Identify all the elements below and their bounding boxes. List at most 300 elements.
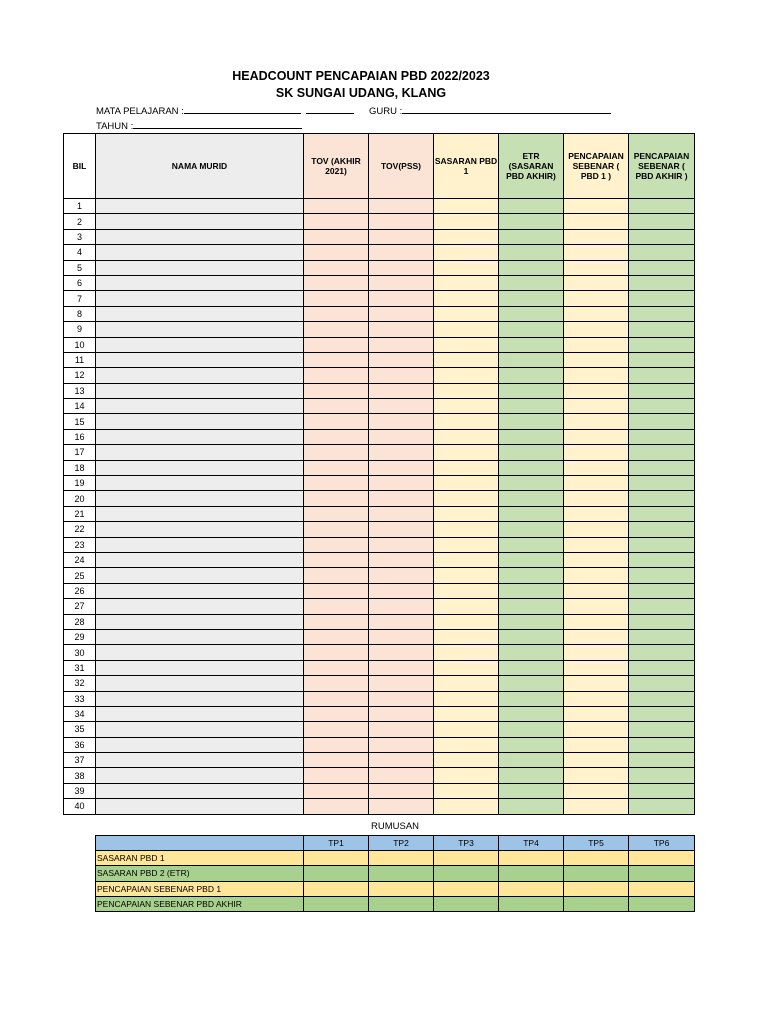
tov-pss-cell[interactable] [369,722,434,737]
etr-cell[interactable] [499,568,564,583]
summary-value-cell[interactable] [564,881,629,896]
pencapaian-pbd1-cell[interactable] [564,352,629,367]
pencapaian-akhir-cell[interactable] [629,399,695,414]
tov-akhir-cell[interactable] [304,291,369,306]
etr-cell[interactable] [499,352,564,367]
pencapaian-pbd1-cell[interactable] [564,245,629,260]
sasaran-pbd1-cell[interactable] [434,275,499,290]
nama-cell[interactable] [96,522,304,537]
pencapaian-akhir-cell[interactable] [629,199,695,214]
pencapaian-akhir-cell[interactable] [629,445,695,460]
nama-cell[interactable] [96,537,304,552]
nama-cell[interactable] [96,568,304,583]
pencapaian-pbd1-cell[interactable] [564,660,629,675]
pencapaian-akhir-cell[interactable] [629,476,695,491]
pencapaian-akhir-cell[interactable] [629,676,695,691]
summary-value-cell[interactable] [564,851,629,866]
pencapaian-akhir-cell[interactable] [629,737,695,752]
sasaran-pbd1-cell[interactable] [434,260,499,275]
etr-cell[interactable] [499,660,564,675]
sasaran-pbd1-cell[interactable] [434,337,499,352]
tov-akhir-cell[interactable] [304,691,369,706]
etr-cell[interactable] [499,214,564,229]
pencapaian-akhir-cell[interactable] [629,214,695,229]
nama-cell[interactable] [96,614,304,629]
etr-cell[interactable] [499,676,564,691]
pencapaian-akhir-cell[interactable] [629,291,695,306]
pencapaian-akhir-cell[interactable] [629,783,695,798]
nama-cell[interactable] [96,676,304,691]
pencapaian-akhir-cell[interactable] [629,506,695,521]
pencapaian-akhir-cell[interactable] [629,753,695,768]
tov-akhir-cell[interactable] [304,368,369,383]
mata-pelajaran-field[interactable] [184,104,301,114]
summary-value-cell[interactable] [434,851,499,866]
etr-cell[interactable] [499,583,564,598]
etr-cell[interactable] [499,506,564,521]
tov-akhir-cell[interactable] [304,722,369,737]
pencapaian-pbd1-cell[interactable] [564,506,629,521]
pencapaian-pbd1-cell[interactable] [564,599,629,614]
summary-value-cell[interactable] [499,881,564,896]
nama-cell[interactable] [96,491,304,506]
tov-akhir-cell[interactable] [304,414,369,429]
tov-akhir-cell[interactable] [304,583,369,598]
etr-cell[interactable] [499,552,564,567]
etr-cell[interactable] [499,383,564,398]
tov-akhir-cell[interactable] [304,768,369,783]
tov-pss-cell[interactable] [369,783,434,798]
guru-field[interactable] [402,104,611,114]
tov-pss-cell[interactable] [369,629,434,644]
pencapaian-pbd1-cell[interactable] [564,214,629,229]
pencapaian-pbd1-cell[interactable] [564,445,629,460]
pencapaian-pbd1-cell[interactable] [564,322,629,337]
nama-cell[interactable] [96,753,304,768]
pencapaian-akhir-cell[interactable] [629,629,695,644]
tov-akhir-cell[interactable] [304,506,369,521]
tov-akhir-cell[interactable] [304,322,369,337]
pencapaian-akhir-cell[interactable] [629,491,695,506]
tov-pss-cell[interactable] [369,691,434,706]
tov-pss-cell[interactable] [369,737,434,752]
pencapaian-pbd1-cell[interactable] [564,383,629,398]
nama-cell[interactable] [96,229,304,244]
tov-pss-cell[interactable] [369,799,434,814]
tov-pss-cell[interactable] [369,506,434,521]
pencapaian-akhir-cell[interactable] [629,552,695,567]
pencapaian-pbd1-cell[interactable] [564,676,629,691]
sasaran-pbd1-cell[interactable] [434,306,499,321]
pencapaian-akhir-cell[interactable] [629,260,695,275]
tov-pss-cell[interactable] [369,368,434,383]
tov-pss-cell[interactable] [369,429,434,444]
pencapaian-pbd1-cell[interactable] [564,552,629,567]
etr-cell[interactable] [499,399,564,414]
summary-value-cell[interactable] [434,866,499,881]
nama-cell[interactable] [96,722,304,737]
pencapaian-pbd1-cell[interactable] [564,368,629,383]
pencapaian-pbd1-cell[interactable] [564,583,629,598]
sasaran-pbd1-cell[interactable] [434,214,499,229]
tov-akhir-cell[interactable] [304,568,369,583]
tov-pss-cell[interactable] [369,753,434,768]
pencapaian-pbd1-cell[interactable] [564,522,629,537]
sasaran-pbd1-cell[interactable] [434,583,499,598]
summary-value-cell[interactable] [304,866,369,881]
tov-pss-cell[interactable] [369,645,434,660]
etr-cell[interactable] [499,783,564,798]
etr-cell[interactable] [499,337,564,352]
sasaran-pbd1-cell[interactable] [434,229,499,244]
tov-pss-cell[interactable] [369,660,434,675]
summary-value-cell[interactable] [369,866,434,881]
sasaran-pbd1-cell[interactable] [434,629,499,644]
pencapaian-pbd1-cell[interactable] [564,614,629,629]
sasaran-pbd1-cell[interactable] [434,568,499,583]
summary-value-cell[interactable] [304,896,369,911]
tov-pss-cell[interactable] [369,214,434,229]
tov-pss-cell[interactable] [369,522,434,537]
pencapaian-akhir-cell[interactable] [629,275,695,290]
tov-pss-cell[interactable] [369,614,434,629]
nama-cell[interactable] [96,783,304,798]
sasaran-pbd1-cell[interactable] [434,476,499,491]
tov-akhir-cell[interactable] [304,214,369,229]
pencapaian-akhir-cell[interactable] [629,645,695,660]
tov-akhir-cell[interactable] [304,337,369,352]
sasaran-pbd1-cell[interactable] [434,645,499,660]
pencapaian-akhir-cell[interactable] [629,245,695,260]
tov-akhir-cell[interactable] [304,306,369,321]
tahun-field[interactable] [133,119,302,129]
summary-value-cell[interactable] [499,851,564,866]
sasaran-pbd1-cell[interactable] [434,460,499,475]
tov-akhir-cell[interactable] [304,737,369,752]
pencapaian-pbd1-cell[interactable] [564,537,629,552]
pencapaian-pbd1-cell[interactable] [564,199,629,214]
nama-cell[interactable] [96,260,304,275]
etr-cell[interactable] [499,291,564,306]
pencapaian-pbd1-cell[interactable] [564,476,629,491]
nama-cell[interactable] [96,414,304,429]
pencapaian-pbd1-cell[interactable] [564,645,629,660]
pencapaian-akhir-cell[interactable] [629,383,695,398]
etr-cell[interactable] [499,275,564,290]
nama-cell[interactable] [96,552,304,567]
tov-pss-cell[interactable] [369,399,434,414]
tov-akhir-cell[interactable] [304,199,369,214]
summary-value-cell[interactable] [369,896,434,911]
tov-akhir-cell[interactable] [304,260,369,275]
tov-akhir-cell[interactable] [304,275,369,290]
tov-akhir-cell[interactable] [304,476,369,491]
summary-value-cell[interactable] [629,851,695,866]
pencapaian-akhir-cell[interactable] [629,322,695,337]
etr-cell[interactable] [499,229,564,244]
summary-value-cell[interactable] [304,881,369,896]
sasaran-pbd1-cell[interactable] [434,352,499,367]
tov-akhir-cell[interactable] [304,799,369,814]
nama-cell[interactable] [96,599,304,614]
pencapaian-pbd1-cell[interactable] [564,722,629,737]
pencapaian-akhir-cell[interactable] [629,229,695,244]
sasaran-pbd1-cell[interactable] [434,399,499,414]
summary-value-cell[interactable] [434,881,499,896]
tov-akhir-cell[interactable] [304,706,369,721]
tov-akhir-cell[interactable] [304,245,369,260]
tov-akhir-cell[interactable] [304,629,369,644]
tov-pss-cell[interactable] [369,275,434,290]
summary-value-cell[interactable] [369,881,434,896]
tov-akhir-cell[interactable] [304,537,369,552]
sasaran-pbd1-cell[interactable] [434,552,499,567]
tov-pss-cell[interactable] [369,245,434,260]
summary-value-cell[interactable] [564,866,629,881]
etr-cell[interactable] [499,645,564,660]
sasaran-pbd1-cell[interactable] [434,768,499,783]
summary-value-cell[interactable] [629,896,695,911]
tov-akhir-cell[interactable] [304,614,369,629]
etr-cell[interactable] [499,368,564,383]
pencapaian-pbd1-cell[interactable] [564,337,629,352]
etr-cell[interactable] [499,768,564,783]
etr-cell[interactable] [499,737,564,752]
pencapaian-pbd1-cell[interactable] [564,414,629,429]
sasaran-pbd1-cell[interactable] [434,783,499,798]
etr-cell[interactable] [499,429,564,444]
pencapaian-pbd1-cell[interactable] [564,783,629,798]
etr-cell[interactable] [499,260,564,275]
nama-cell[interactable] [96,583,304,598]
sasaran-pbd1-cell[interactable] [434,199,499,214]
summary-value-cell[interactable] [499,896,564,911]
sasaran-pbd1-cell[interactable] [434,245,499,260]
pencapaian-akhir-cell[interactable] [629,537,695,552]
etr-cell[interactable] [499,691,564,706]
tov-pss-cell[interactable] [369,537,434,552]
pencapaian-akhir-cell[interactable] [629,522,695,537]
tov-pss-cell[interactable] [369,676,434,691]
sasaran-pbd1-cell[interactable] [434,660,499,675]
nama-cell[interactable] [96,799,304,814]
mata-pelajaran-field-extra[interactable] [306,104,354,114]
nama-cell[interactable] [96,275,304,290]
pencapaian-pbd1-cell[interactable] [564,706,629,721]
nama-cell[interactable] [96,691,304,706]
tov-pss-cell[interactable] [369,491,434,506]
nama-cell[interactable] [96,306,304,321]
sasaran-pbd1-cell[interactable] [434,737,499,752]
etr-cell[interactable] [499,629,564,644]
tov-akhir-cell[interactable] [304,460,369,475]
tov-pss-cell[interactable] [369,706,434,721]
tov-pss-cell[interactable] [369,768,434,783]
sasaran-pbd1-cell[interactable] [434,522,499,537]
tov-pss-cell[interactable] [369,352,434,367]
tov-pss-cell[interactable] [369,414,434,429]
sasaran-pbd1-cell[interactable] [434,753,499,768]
sasaran-pbd1-cell[interactable] [434,491,499,506]
nama-cell[interactable] [96,383,304,398]
summary-value-cell[interactable] [304,851,369,866]
etr-cell[interactable] [499,414,564,429]
pencapaian-akhir-cell[interactable] [629,799,695,814]
pencapaian-pbd1-cell[interactable] [564,737,629,752]
tov-pss-cell[interactable] [369,337,434,352]
tov-pss-cell[interactable] [369,552,434,567]
tov-akhir-cell[interactable] [304,429,369,444]
tov-akhir-cell[interactable] [304,660,369,675]
nama-cell[interactable] [96,322,304,337]
nama-cell[interactable] [96,429,304,444]
tov-akhir-cell[interactable] [304,783,369,798]
pencapaian-pbd1-cell[interactable] [564,629,629,644]
tov-pss-cell[interactable] [369,306,434,321]
sasaran-pbd1-cell[interactable] [434,291,499,306]
pencapaian-pbd1-cell[interactable] [564,399,629,414]
nama-cell[interactable] [96,399,304,414]
pencapaian-pbd1-cell[interactable] [564,768,629,783]
pencapaian-pbd1-cell[interactable] [564,799,629,814]
tov-pss-cell[interactable] [369,229,434,244]
sasaran-pbd1-cell[interactable] [434,676,499,691]
etr-cell[interactable] [499,245,564,260]
summary-value-cell[interactable] [369,851,434,866]
etr-cell[interactable] [499,537,564,552]
sasaran-pbd1-cell[interactable] [434,537,499,552]
sasaran-pbd1-cell[interactable] [434,722,499,737]
pencapaian-pbd1-cell[interactable] [564,260,629,275]
nama-cell[interactable] [96,199,304,214]
tov-pss-cell[interactable] [369,383,434,398]
pencapaian-akhir-cell[interactable] [629,614,695,629]
etr-cell[interactable] [499,491,564,506]
summary-value-cell[interactable] [499,866,564,881]
pencapaian-pbd1-cell[interactable] [564,691,629,706]
pencapaian-akhir-cell[interactable] [629,583,695,598]
nama-cell[interactable] [96,660,304,675]
tov-pss-cell[interactable] [369,199,434,214]
etr-cell[interactable] [499,460,564,475]
tov-pss-cell[interactable] [369,460,434,475]
nama-cell[interactable] [96,245,304,260]
sasaran-pbd1-cell[interactable] [434,599,499,614]
etr-cell[interactable] [499,445,564,460]
etr-cell[interactable] [499,522,564,537]
pencapaian-akhir-cell[interactable] [629,568,695,583]
tov-pss-cell[interactable] [369,568,434,583]
nama-cell[interactable] [96,291,304,306]
etr-cell[interactable] [499,722,564,737]
sasaran-pbd1-cell[interactable] [434,445,499,460]
etr-cell[interactable] [499,614,564,629]
summary-value-cell[interactable] [629,866,695,881]
tov-akhir-cell[interactable] [304,229,369,244]
nama-cell[interactable] [96,460,304,475]
sasaran-pbd1-cell[interactable] [434,706,499,721]
sasaran-pbd1-cell[interactable] [434,383,499,398]
tov-pss-cell[interactable] [369,583,434,598]
tov-akhir-cell[interactable] [304,383,369,398]
pencapaian-akhir-cell[interactable] [629,414,695,429]
pencapaian-akhir-cell[interactable] [629,460,695,475]
tov-akhir-cell[interactable] [304,645,369,660]
tov-akhir-cell[interactable] [304,753,369,768]
sasaran-pbd1-cell[interactable] [434,414,499,429]
pencapaian-pbd1-cell[interactable] [564,306,629,321]
pencapaian-akhir-cell[interactable] [629,660,695,675]
tov-akhir-cell[interactable] [304,522,369,537]
pencapaian-akhir-cell[interactable] [629,706,695,721]
pencapaian-pbd1-cell[interactable] [564,429,629,444]
sasaran-pbd1-cell[interactable] [434,506,499,521]
etr-cell[interactable] [499,322,564,337]
etr-cell[interactable] [499,799,564,814]
pencapaian-pbd1-cell[interactable] [564,291,629,306]
summary-value-cell[interactable] [434,896,499,911]
summary-value-cell[interactable] [564,896,629,911]
sasaran-pbd1-cell[interactable] [434,322,499,337]
pencapaian-akhir-cell[interactable] [629,429,695,444]
pencapaian-pbd1-cell[interactable] [564,753,629,768]
etr-cell[interactable] [499,753,564,768]
tov-pss-cell[interactable] [369,322,434,337]
pencapaian-akhir-cell[interactable] [629,352,695,367]
nama-cell[interactable] [96,445,304,460]
tov-pss-cell[interactable] [369,291,434,306]
tov-akhir-cell[interactable] [304,552,369,567]
sasaran-pbd1-cell[interactable] [434,368,499,383]
etr-cell[interactable] [499,599,564,614]
etr-cell[interactable] [499,199,564,214]
pencapaian-pbd1-cell[interactable] [564,275,629,290]
nama-cell[interactable] [96,768,304,783]
tov-akhir-cell[interactable] [304,676,369,691]
etr-cell[interactable] [499,306,564,321]
pencapaian-pbd1-cell[interactable] [564,491,629,506]
sasaran-pbd1-cell[interactable] [434,429,499,444]
sasaran-pbd1-cell[interactable] [434,799,499,814]
pencapaian-pbd1-cell[interactable] [564,460,629,475]
pencapaian-akhir-cell[interactable] [629,337,695,352]
tov-akhir-cell[interactable] [304,352,369,367]
nama-cell[interactable] [96,629,304,644]
nama-cell[interactable] [96,645,304,660]
nama-cell[interactable] [96,476,304,491]
nama-cell[interactable] [96,368,304,383]
pencapaian-akhir-cell[interactable] [629,306,695,321]
pencapaian-akhir-cell[interactable] [629,691,695,706]
tov-akhir-cell[interactable] [304,399,369,414]
tov-pss-cell[interactable] [369,260,434,275]
nama-cell[interactable] [96,506,304,521]
nama-cell[interactable] [96,352,304,367]
pencapaian-akhir-cell[interactable] [629,368,695,383]
sasaran-pbd1-cell[interactable] [434,614,499,629]
tov-pss-cell[interactable] [369,599,434,614]
etr-cell[interactable] [499,476,564,491]
pencapaian-akhir-cell[interactable] [629,599,695,614]
nama-cell[interactable] [96,737,304,752]
tov-akhir-cell[interactable] [304,599,369,614]
tov-akhir-cell[interactable] [304,491,369,506]
pencapaian-pbd1-cell[interactable] [564,229,629,244]
tov-pss-cell[interactable] [369,445,434,460]
tov-akhir-cell[interactable] [304,445,369,460]
sasaran-pbd1-cell[interactable] [434,691,499,706]
nama-cell[interactable] [96,214,304,229]
